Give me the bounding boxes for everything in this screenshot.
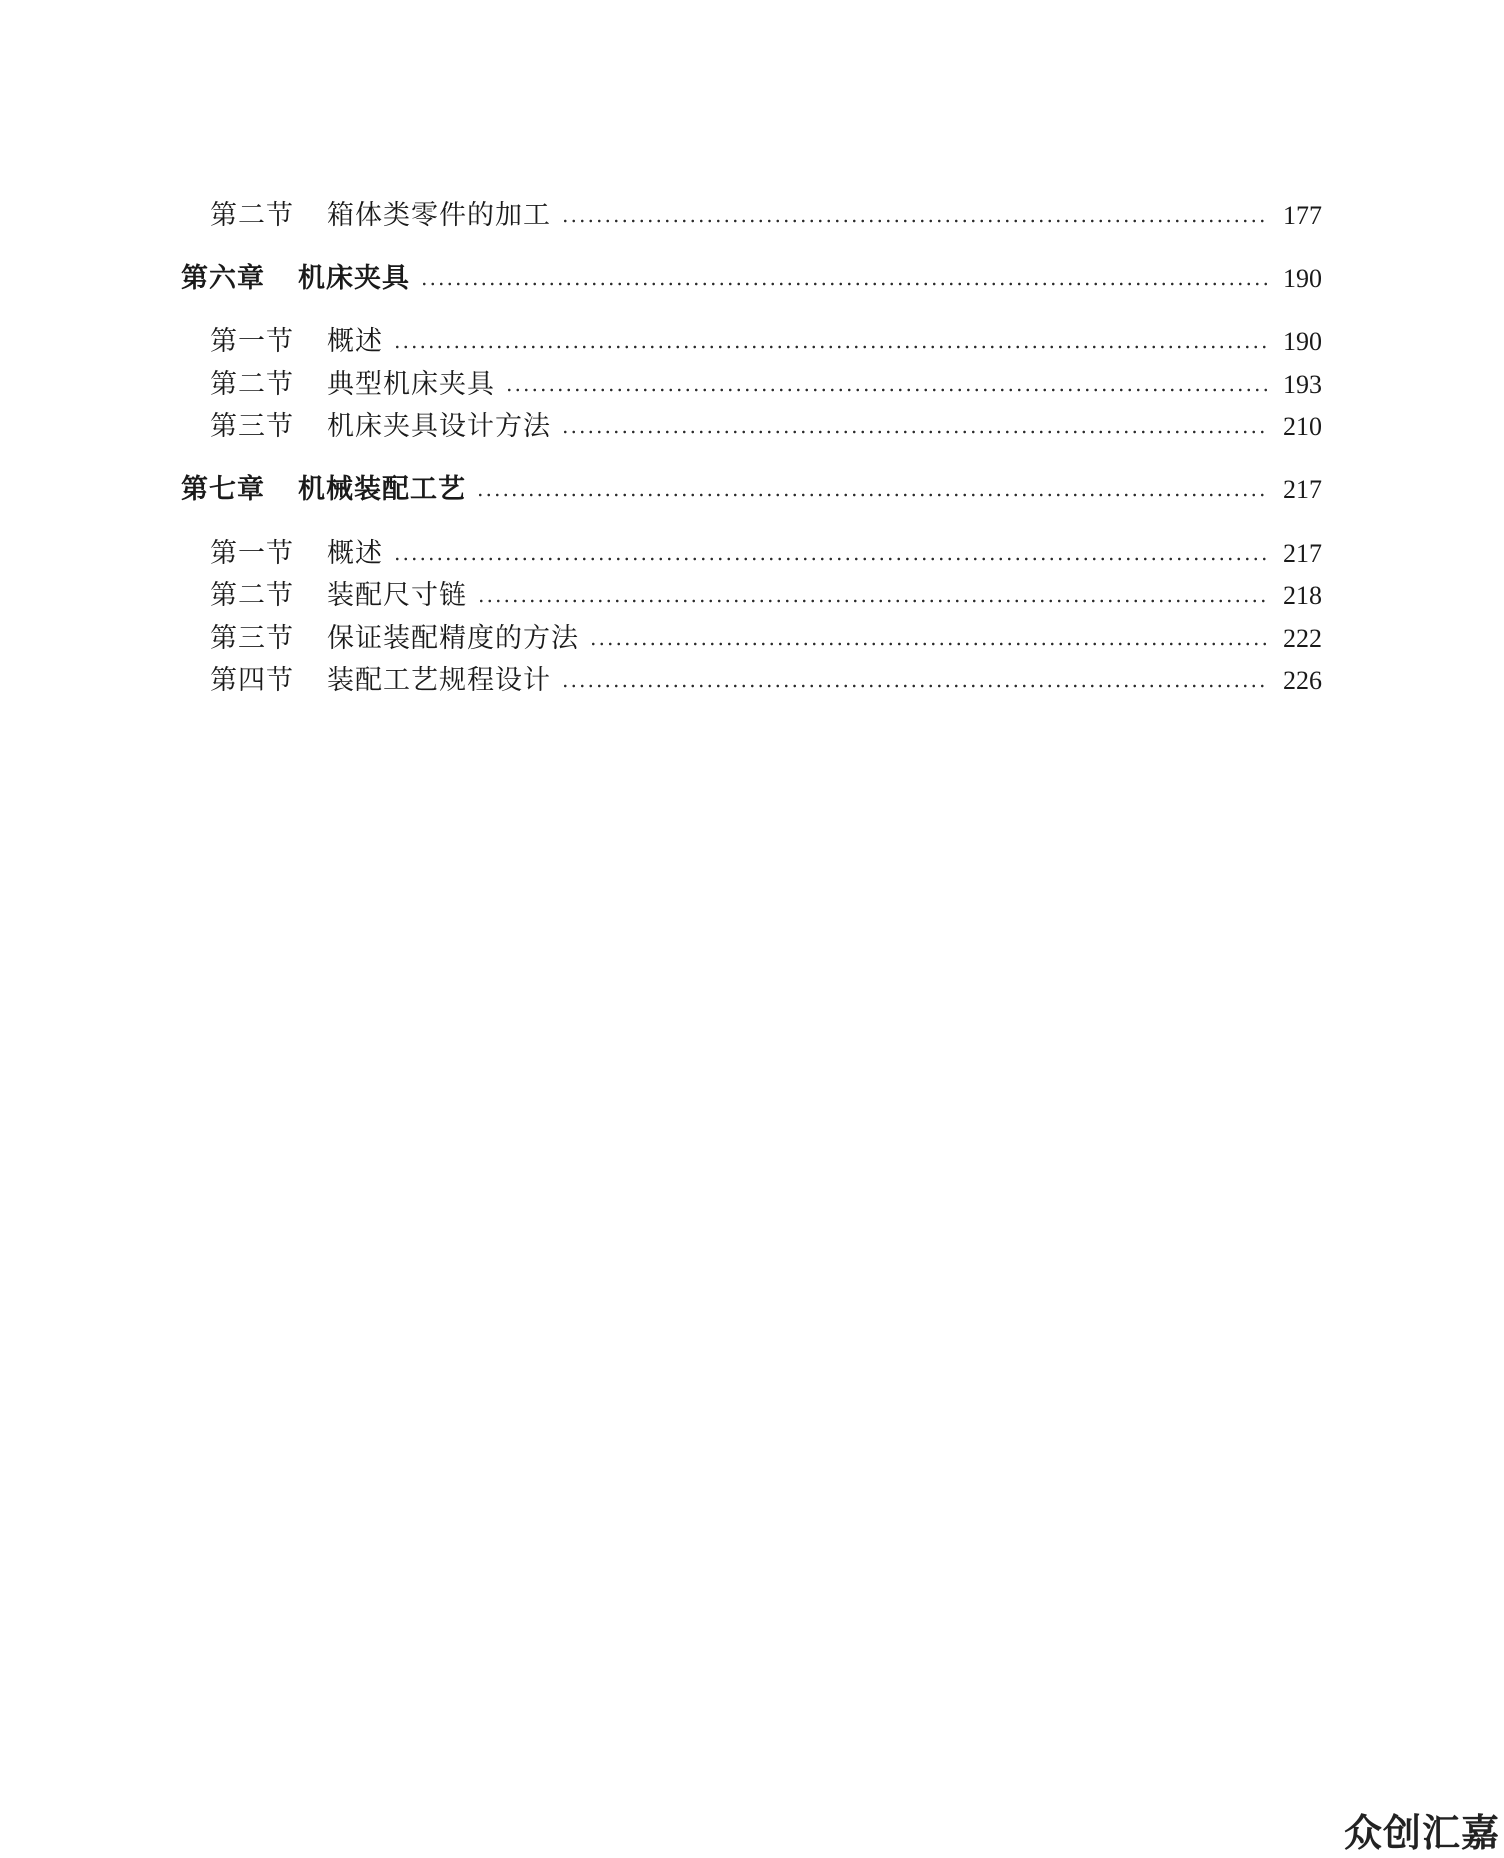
toc-entry-title: 机床夹具	[298, 263, 410, 294]
toc-entry-title: 典型机床夹具	[327, 369, 495, 400]
dot-leader	[476, 493, 1268, 497]
toc-chapter-entry[interactable]	[181, 259, 1322, 299]
toc-entry-page: 217	[1283, 475, 1322, 504]
toc-entry-label: 第二节	[210, 200, 294, 231]
dot-leader	[561, 684, 1268, 688]
toc-entry-page: 218	[1283, 581, 1322, 610]
dot-leader	[393, 345, 1268, 349]
toc-entry-title: 机床夹具设计方法	[327, 411, 551, 442]
toc-entry[interactable]	[210, 407, 1322, 447]
dot-leader	[393, 557, 1268, 561]
toc-entry-page: 193	[1283, 370, 1322, 399]
toc-entry[interactable]	[210, 661, 1322, 701]
toc-entry[interactable]	[210, 322, 1322, 362]
toc-entry[interactable]	[210, 619, 1322, 659]
toc-entry-label: 第六章	[181, 263, 265, 294]
toc-entry[interactable]	[210, 196, 1322, 236]
toc-entry[interactable]	[210, 576, 1322, 616]
dot-leader	[505, 388, 1268, 392]
toc-entry-title: 机械装配工艺	[298, 474, 466, 505]
dot-leader	[561, 219, 1268, 223]
toc-entry-label: 第四节	[210, 665, 294, 696]
dot-leader	[420, 282, 1268, 286]
toc-entry-page: 177	[1283, 201, 1322, 230]
toc-entry-title: 装配工艺规程设计	[327, 665, 551, 696]
toc-entry-label: 第二节	[210, 580, 294, 611]
toc-entry-label: 第一节	[210, 538, 294, 569]
toc-entry-title: 保证装配精度的方法	[327, 623, 579, 654]
dot-leader	[477, 599, 1268, 603]
toc-entry-title: 箱体类零件的加工	[327, 200, 551, 231]
toc-entry-page: 222	[1283, 624, 1322, 653]
toc-entry[interactable]	[210, 534, 1322, 574]
dot-leader	[561, 430, 1268, 434]
toc-entry-title: 概述	[327, 538, 383, 569]
toc-entry-page: 210	[1283, 412, 1322, 441]
toc-chapter-entry[interactable]	[181, 470, 1322, 510]
toc-entry-page: 226	[1283, 666, 1322, 695]
toc-entry[interactable]	[210, 365, 1322, 405]
watermark-logo: 众创汇嘉	[1344, 1811, 1501, 1855]
toc-entry-title: 装配尺寸链	[327, 580, 467, 611]
toc-entry-label: 第三节	[210, 411, 294, 442]
toc-entry-title: 概述	[327, 326, 383, 357]
toc-entry-label: 第一节	[210, 326, 294, 357]
toc-entry-label: 第二节	[210, 369, 294, 400]
toc-entry-page: 190	[1283, 327, 1322, 356]
toc-entry-page: 217	[1283, 539, 1322, 568]
toc-entry-label: 第七章	[181, 474, 265, 505]
toc-entry-page: 190	[1283, 264, 1322, 293]
dot-leader	[589, 642, 1268, 646]
toc-entry-label: 第三节	[210, 623, 294, 654]
